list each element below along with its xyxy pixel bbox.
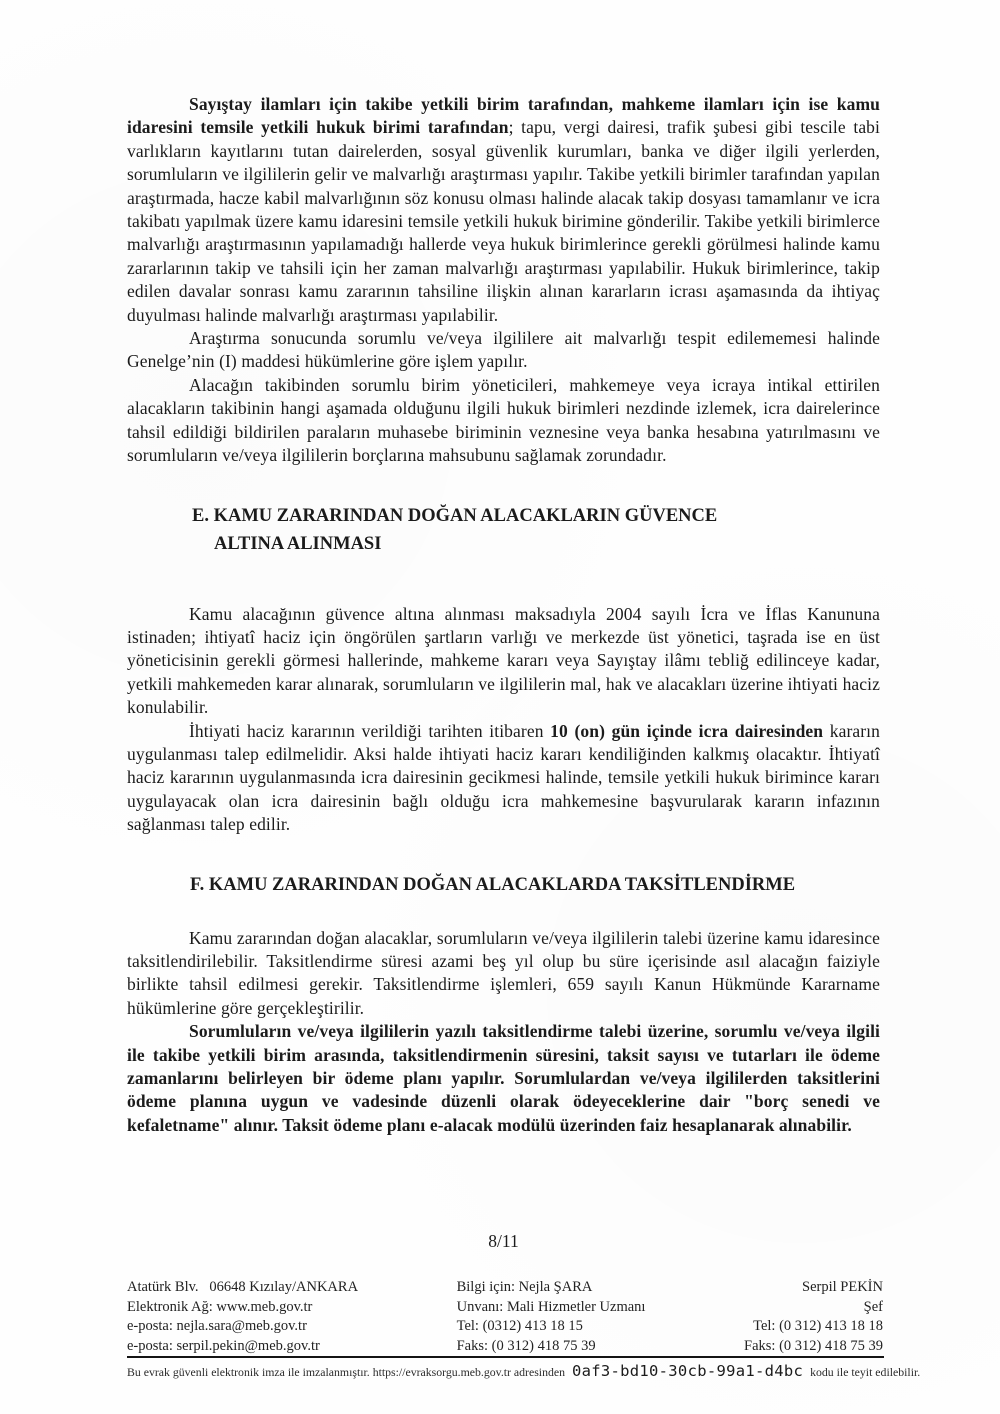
footer-address-column (127, 1278, 358, 1356)
footer-signer-fax: Faks: (0 312) 418 75 39 (744, 1337, 883, 1354)
section-heading-e (127, 502, 880, 558)
footer-signer-name: Serpil PEKİN (802, 1279, 883, 1295)
body-paragraph (127, 374, 880, 468)
paragraph-text: Alacağın takibinden sorumlu birim yöneticileri, mahkemeye veya icraya intikal ettirilen alacakların takibinin hangi aşamada olduğunu ilgili hukuk birimleri nezdinde izlemek, icra dairelerince tahsil edildiği bildirilen paraların muhasebe biriminin veznesine veya banka hesabına yatırılmasını ve sorumluların ve/veya ilgililerin borçlarına mahsubunu sağlamak zorundadır. (127, 374, 880, 466)
paragraph-text-bold: 10 (on) gün içinde icra dairesinden (550, 720, 824, 741)
verification-text-suffix: kodu ile teyit edilebilir. (810, 1365, 921, 1379)
document-body (127, 93, 880, 1137)
paragraph-text: ; tapu, vergi dairesi, trafik şubesi gibi tescile tabi varlıkların kayıtlarını tutan dairelerden, sosyal güvenlik kurumları, banka ve diğer ilgili yerlerden, sorumluların ve ilgililerin gelir ve malvarlığı araştırması yapılır. Takibe yetkili birimler tarafından yapılan araştırmada, hacze kabil malvarlığının söz konusu olması halinde alacak takip dosyası tamamlanır ve icra takibatı yapılmak üzere kamu idaresini temsile yetkili hukuk birimine gönderilir. Takibe yetkili birimlerce malvarlığı araştırmasının yapılamadığı hallerde veya hukuk birimlerince gerekli görülmesi halinde kamu zararlarının takip ve tahsili için her zaman malvarlığı araştırması yapılabilir. Hukuk birimlerince, takip edilen davalar sonrası kamu zararının tahsiline ilişkin alınan kararların icrası aşamasında da ihtiyaç duyulması halinde malvarlığı araştırması yapılabilir. (127, 117, 880, 325)
footer-contact-fax: Faks: (0 312) 418 75 39 (456, 1337, 596, 1354)
paragraph-text: Kamu zararından doğan alacaklar, sorumluların ve/veya ilgililerin talebi üzerine kamu idaresince taksitlendirilebilir. Taksitlendirme süresi azami beş yıl olup bu süre içerisinde asıl alacağın faiziyle birlikte tahsil edilmesi gerekir. Taksitlendirme işlemleri, 659 sayılı Kanun Hükmünde Kararname hükümlerine göre gerçekleştirilir. (127, 927, 880, 1018)
footer-website-line: Elektronik Ağ: www.meb.gov.tr (127, 1298, 313, 1315)
body-paragraph (127, 927, 880, 1021)
body-paragraph (127, 327, 880, 374)
body-paragraph (127, 720, 880, 837)
paragraph-text: Kamu alacağının güvence altına alınması maksadıyla 2004 sayılı İcra ve İflas Kanununa istinaden; ihtiyatî haciz için öngörülen şartların varlığı ve merkezde üst yönetici, taşrada ise en üst yöneticisinin gerekli görmesi hallerinde, mahkeme kararı veya Sayıştay ilâmı tebliğ edilinceye kadar, yetkili mahkemeden karar alınarak, sorumluların ve ilgililerin mal, hak ve alacakları üzerine ihtiyati haciz konulabilir. (127, 603, 880, 718)
section-heading-f: F. KAMU ZARARINDAN DOĞAN ALACAKLARDA TAKSİTLENDİRME (190, 874, 796, 895)
footer-email-line: e-posta: serpil.pekin@meb.gov.tr (127, 1337, 320, 1354)
paragraph-text: Araştırma sonucunda sorumlu ve/veya ilgililere ait malvarlığı tespit edilememesi halinde Genelge’nin (I) maddesi hükümlerine göre işlem yapılır. (127, 328, 880, 372)
page-number: 8/11 (488, 1231, 519, 1251)
body-paragraph (127, 603, 880, 720)
footer-contact-column (457, 1278, 646, 1356)
verification-text-prefix: Bu evrak güvenli elektronik imza ile imzalanmıştır. https://evraksorgu.meb.gov.tr adresinden (127, 1365, 566, 1379)
footer-signer-title: Şef (863, 1298, 883, 1315)
verification-code: 0af3-bd10-30cb-99a1-d4bc (571, 1362, 804, 1380)
e-signature-verification-bar (127, 1356, 921, 1380)
footer-signer-column (744, 1278, 883, 1356)
footer-contact-name: Bilgi için: Nejla ŞARA (456, 1279, 593, 1295)
footer-signer-tel: Tel: (0 312) 413 18 18 (753, 1318, 883, 1334)
footer-email-line: e-posta: nejla.sara@meb.gov.tr (127, 1318, 307, 1334)
paragraph-text: İhtiyati haciz kararının verildiği tarihten itibaren (189, 720, 551, 741)
section-heading-e-line2: ALTINA ALINMASI (214, 533, 382, 554)
paragraph-text-bold: Sorumluların ve/veya ilgililerin yazılı taksitlendirme talebi üzerine, sorumlu ve/veya ilgili ile takibe yetkili birim arasında, taksitlendirmenin süresini, taksit sayısı ve tutarları ile ödeme zamanlarını belirleyen bir ödeme planı yapılır. Sorumlulardan ve/veya ilgililerden taksitlerini ödeme planına uygun ve vadesinde düzenli olarak ödeyeceklerine dair "borç senedi ve kefaletname" alınır. Taksit ödeme planı e-alacak modülü üzerinden faiz hesaplanarak alınabilir. (127, 1021, 880, 1135)
footer-contact-title: Unvanı: Mali Hizmetler Uzmanı (456, 1298, 646, 1315)
paragraph-text: kararın uygulanması talep edilmelidir. Aksi halde ihtiyati haciz kararı kendiliğinden kalkmış olacaktır. İhtiyatî haciz kararının uygulanmasında icra dairesinin gecikmesi halinde, temsile yetkili hukuk birimince kararı uygulayacak olan icra dairesinin bağlı olduğu icra mahkemesine başvurularak kararın infazının sağlanması talep edilir. (127, 720, 880, 835)
section-heading-e-line1: E. KAMU ZARARINDAN DOĞAN ALACAKLARIN GÜVENCE (192, 505, 718, 526)
footer (127, 1278, 883, 1356)
body-paragraph (127, 1020, 880, 1137)
footer-contact-tel: Tel: (0312) 413 18 15 (456, 1318, 583, 1334)
paragraph-text-bold: Sayıştay ilamları için takibe yetkili birim tarafından, mahkeme ilamları için ise kamu idaresini temsile yetkili hukuk birimi tarafından (127, 94, 880, 138)
body-paragraph (127, 93, 880, 327)
footer-address-line: Atatürk Blv. 06648 Kızılay/ANKARA (127, 1279, 359, 1295)
